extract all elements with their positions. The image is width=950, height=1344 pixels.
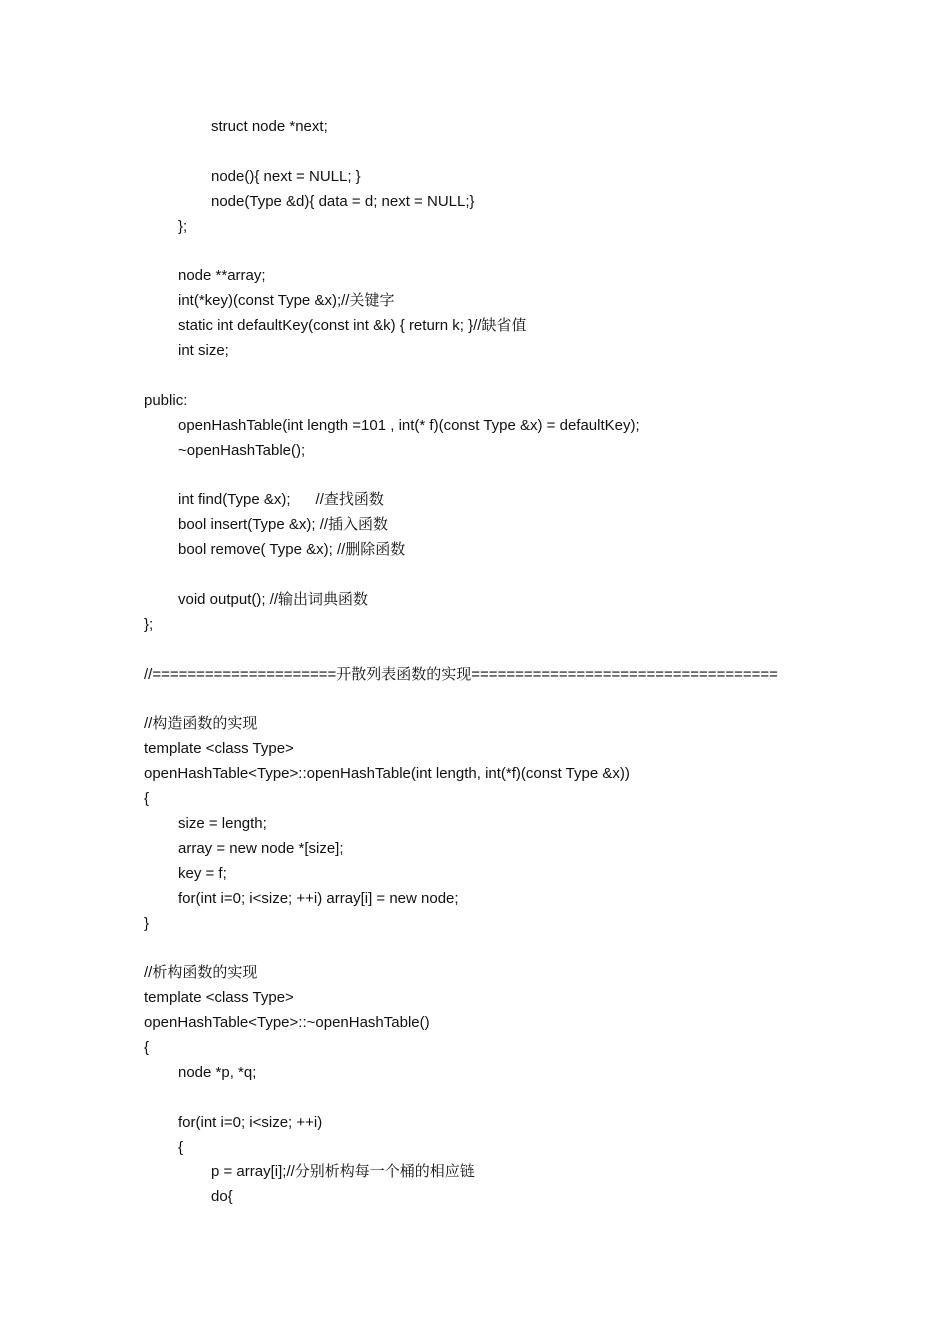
code-line: { <box>144 1038 150 1056</box>
code-line: } <box>144 914 150 932</box>
code-line: openHashTable(int length =101 , int(* f)(const Type &x) = defaultKey); <box>178 416 640 434</box>
code-line: { <box>144 790 150 808</box>
code-line: array = new node *[size]; <box>178 839 344 857</box>
code-line: node(Type &d){ data = d; next = NULL;} <box>211 192 475 210</box>
code-line: { <box>178 1138 184 1156</box>
code-line: openHashTable<Type>::openHashTable(int length, int(*f)(const Type &x)) <box>144 765 630 783</box>
code-line: node **array; <box>178 267 266 285</box>
code-line: node(){ next = NULL; } <box>211 167 361 185</box>
blank-line <box>144 687 924 712</box>
blank-line <box>144 563 924 588</box>
code-line: template <class Type> <box>144 989 294 1007</box>
code-line: }; <box>144 615 154 633</box>
code-line: int(*key)(const Type &x);//关键字 <box>178 292 395 310</box>
code-listing <box>144 115 924 1210</box>
code-line: ~openHashTable(); <box>178 441 306 459</box>
code-line: void output(); //输出词典函数 <box>178 590 369 608</box>
code-line: size = length; <box>178 814 267 832</box>
blank-line <box>144 1086 924 1111</box>
blank-line <box>144 239 924 264</box>
code-line: template <class Type> <box>144 740 294 758</box>
code-line: int size; <box>178 342 229 360</box>
blank-line <box>144 638 924 663</box>
code-line: for(int i=0; i<size; ++i) array[i] = new node; <box>178 889 459 907</box>
code-line: bool remove( Type &x); //删除函数 <box>178 541 406 559</box>
blank-line <box>144 140 924 165</box>
blank-line <box>144 936 924 961</box>
code-line: //构造函数的实现 <box>144 715 258 733</box>
code-line: p = array[i];//分别析构每一个桶的相应链 <box>211 1163 475 1181</box>
code-line: int find(Type &x); //查找函数 <box>178 491 384 509</box>
code-line: key = f; <box>178 864 227 882</box>
code-line: public: <box>144 391 188 409</box>
code-line: //=====================开散列表函数的实现=================================== <box>144 665 778 683</box>
code-line: do{ <box>211 1188 233 1206</box>
code-line: }; <box>178 217 188 235</box>
code-line: static int defaultKey(const int &k) { return k; }//缺省值 <box>178 317 527 335</box>
blank-line <box>144 364 924 389</box>
code-line: struct node *next; <box>211 118 328 135</box>
code-line: bool insert(Type &x); //插入函数 <box>178 516 389 534</box>
blank-line <box>144 463 924 488</box>
code-line: node *p, *q; <box>178 1063 257 1081</box>
code-line: for(int i=0; i<size; ++i) <box>178 1113 323 1131</box>
code-line: openHashTable<Type>::~openHashTable() <box>144 1014 430 1032</box>
code-line: //析构函数的实现 <box>144 964 258 982</box>
